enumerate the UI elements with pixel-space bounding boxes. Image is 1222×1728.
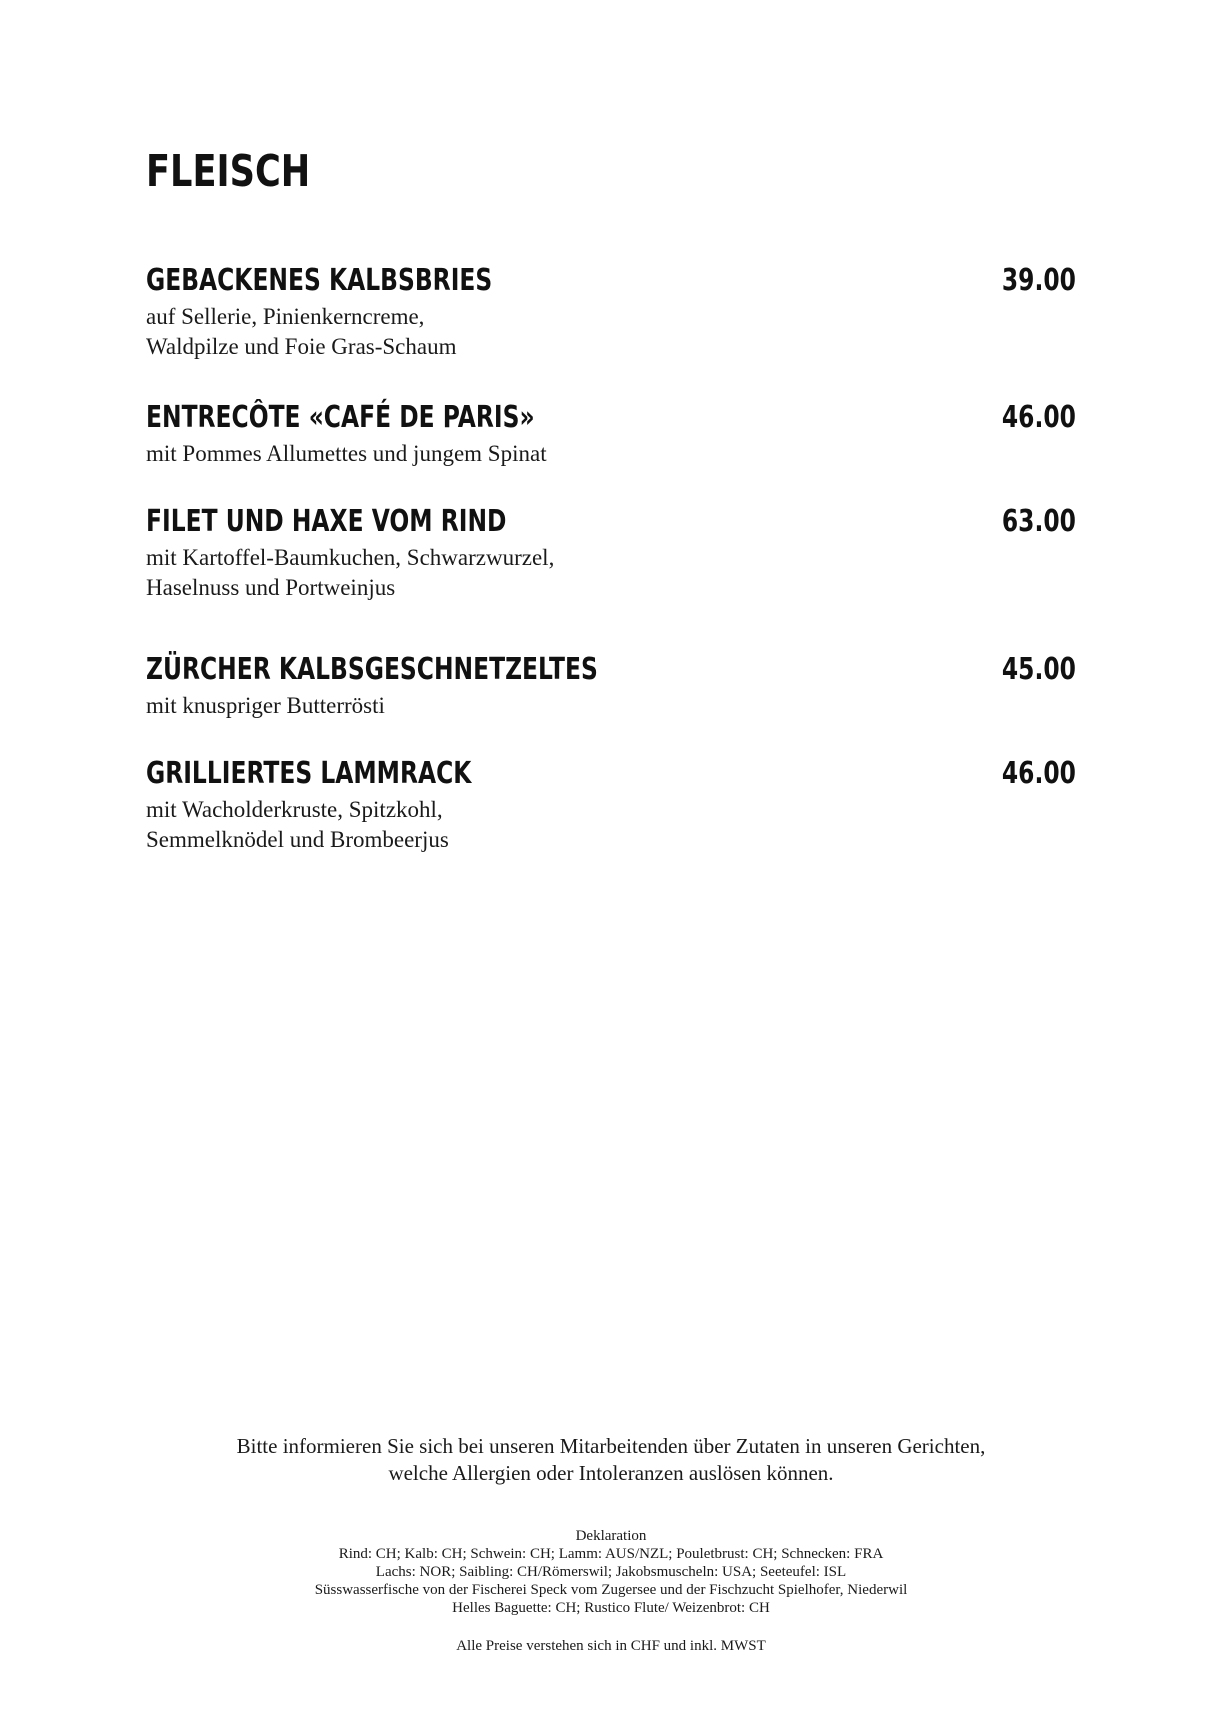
dish-name: GRILLIERTES LAMMRACK [146,756,472,791]
dish-description-line: Waldpilze und Foie Gras-Schaum [146,334,457,359]
declaration-line: Helles Baguette: CH; Rustico Flute/ Weizenbrot: CH [452,1600,770,1616]
dish-item [146,652,1076,721]
section-title: FLEISCH [146,146,311,197]
dish-name: GEBACKENES KALBSBRIES [146,263,493,298]
allergy-note-line: welche Allergien oder Intoleranzen auslösen können. [388,1461,834,1485]
dish-price: 63.00 [1001,504,1076,539]
dish-description-line: mit knuspriger Butterrösti [146,693,385,718]
dish-description [146,439,1076,469]
declaration-line: Süsswasserfische von der Fischerei Speck vom Zugersee und der Fischzucht Spielhofer, Niederwil [314,1582,908,1598]
allergy-note [0,1433,1222,1487]
dish-name: ENTRECÔTE «CAFÉ DE PARIS» [146,400,535,435]
dish-item [146,504,1076,603]
dish-description [146,691,1076,721]
dish-description-line: Haselnuss und Portweinjus [146,575,396,600]
dish-price: 39.00 [1001,263,1076,298]
dish-price: 45.00 [1001,652,1076,687]
dish-description-line: mit Pommes Allumettes und jungem Spinat [146,441,547,466]
dish-name: FILET UND HAXE VOM RIND [146,504,507,539]
dish-description [146,543,1076,603]
dish-item [146,263,1076,362]
dish-description-line: mit Kartoffel-Baumkuchen, Schwarzwurzel, [146,545,555,570]
dish-description [146,302,1076,362]
dish-description-line: Semmelknödel und Brombeerjus [146,827,449,852]
declaration-line: Rind: CH; Kalb: CH; Schwein: CH; Lamm: AUS/NZL; Pouletbrust: CH; Schnecken: FRA [338,1546,884,1562]
dish-price: 46.00 [1001,400,1076,435]
dish-description-line: mit Wacholderkruste, Spitzkohl, [146,797,443,822]
dish-price: 46.00 [1001,756,1076,791]
allergy-note-line: Bitte informieren Sie sich bei unseren Mitarbeitenden über Zutaten in unseren Gerichten, [236,1434,986,1458]
dish-name: ZÜRCHER KALBSGESCHNETZELTES [146,652,598,687]
dish-item [146,400,1076,469]
dish-description [146,795,1076,855]
dish-item [146,756,1076,855]
declaration-heading: Deklaration [575,1528,647,1544]
price-note: Alle Preise verstehen sich in CHF und inkl. MWST [456,1638,766,1654]
declaration [0,1527,1222,1617]
dish-description-line: auf Sellerie, Pinienkerncreme, [146,304,425,329]
declaration-line: Lachs: NOR; Saibling: CH/Römerswil; Jakobsmuscheln: USA; Seeteufel: ISL [375,1564,847,1580]
